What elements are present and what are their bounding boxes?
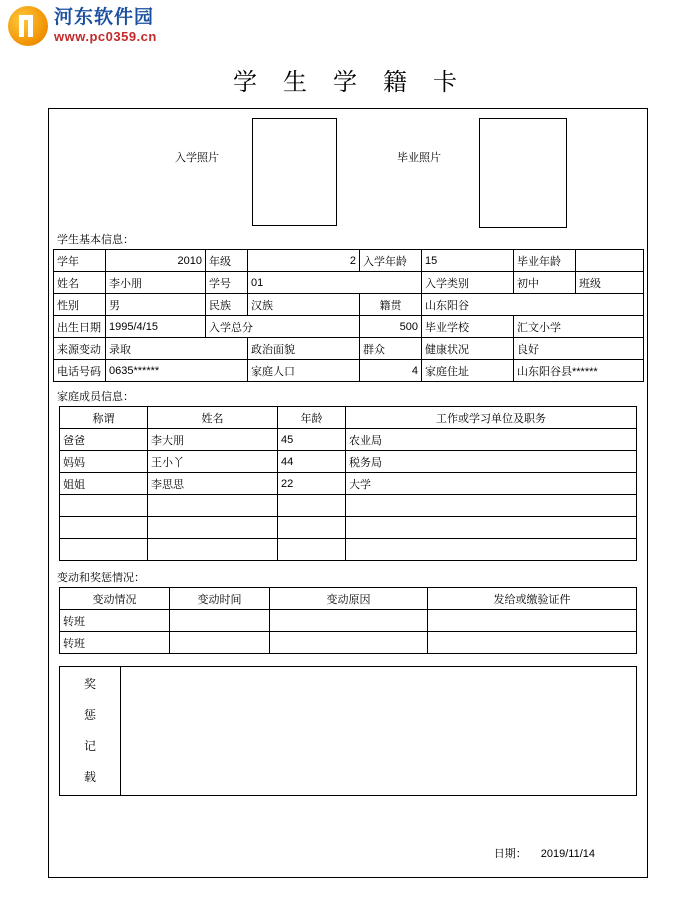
family-age[interactable]: 44: [278, 451, 346, 473]
award-label-char-2: 惩: [83, 708, 96, 722]
change-situation[interactable]: 转班: [60, 632, 170, 654]
origin-value[interactable]: 山东阳谷: [422, 294, 644, 316]
footer-date: [494, 845, 595, 861]
table-row: [60, 539, 637, 561]
award-label-char-3: 记: [83, 739, 96, 753]
award-content-area[interactable]: [121, 667, 637, 796]
family-work[interactable]: 农业局: [346, 429, 637, 451]
phone-value[interactable]: 0635******: [106, 360, 248, 382]
graduation-photo-label: 毕业照片: [397, 152, 441, 164]
change-header-time: 变动时间: [170, 588, 270, 610]
entry-age-value[interactable]: 15: [422, 250, 514, 272]
family-header-work: 工作或学习单位及职务: [346, 407, 637, 429]
watermark-site-name: 河东软件园: [54, 7, 155, 28]
health-label: 健康状况: [422, 338, 514, 360]
entry-photo-label: 入学照片: [175, 152, 219, 164]
family-members-table: [59, 406, 637, 561]
watermark-text: [54, 6, 157, 45]
source-change-label: 来源变动: [54, 338, 106, 360]
change-header-reason: 变动原因: [270, 588, 428, 610]
entry-type-value[interactable]: 初中: [514, 272, 576, 294]
entry-score-label: 入学总分: [206, 316, 360, 338]
phone-label: 电话号码: [54, 360, 106, 382]
political-status-value[interactable]: 群众: [360, 338, 422, 360]
name-value[interactable]: 李小朋: [106, 272, 206, 294]
family-name[interactable]: 王小丫: [148, 451, 278, 473]
basic-info-table: [53, 249, 644, 382]
family-size-label: 家庭人口: [248, 360, 360, 382]
entry-age-label: 入学年龄: [360, 250, 422, 272]
family-relation[interactable]: [60, 539, 148, 561]
change-document[interactable]: [428, 610, 637, 632]
table-row: [60, 473, 637, 495]
family-age[interactable]: [278, 539, 346, 561]
table-row: [54, 316, 644, 338]
watermark: [8, 6, 157, 46]
name-label: 姓名: [54, 272, 106, 294]
award-label-char-1: 奖: [83, 677, 96, 691]
family-relation[interactable]: [60, 495, 148, 517]
graduation-school-label: 毕业学校: [422, 316, 514, 338]
school-year-value[interactable]: 2010: [106, 250, 206, 272]
change-table: [59, 587, 637, 654]
health-value[interactable]: 良好: [514, 338, 644, 360]
table-row: [60, 429, 637, 451]
changes-section-label: 变动和奖惩情况：: [57, 572, 145, 584]
graduation-age-label: 毕业年龄: [514, 250, 576, 272]
date-label: 日期：: [493, 848, 527, 860]
watermark-site-url: www.pc0359.cn: [54, 29, 157, 44]
family-section-label: 家庭成员信息：: [57, 391, 134, 403]
source-change-value[interactable]: 录取: [106, 338, 248, 360]
table-row: [60, 667, 637, 796]
photo-row: [49, 109, 647, 231]
political-status-label: 政治面貌: [248, 338, 360, 360]
origin-label: 籍贯: [360, 294, 422, 316]
address-value[interactable]: 山东阳谷县******: [514, 360, 644, 382]
table-row: [60, 610, 637, 632]
date-value: 2019/11/14: [540, 848, 595, 860]
change-time[interactable]: [170, 632, 270, 654]
family-work[interactable]: 税务局: [346, 451, 637, 473]
change-reason[interactable]: [270, 632, 428, 654]
family-size-value[interactable]: 4: [360, 360, 422, 382]
family-header-age: 年龄: [278, 407, 346, 429]
circle-h-logo-icon: [8, 6, 48, 46]
family-name[interactable]: [148, 517, 278, 539]
page-title: 学 生 学 籍 卡: [233, 70, 467, 96]
birth-date-value[interactable]: 1995/4/15: [106, 316, 206, 338]
family-name[interactable]: 李大朋: [148, 429, 278, 451]
family-relation[interactable]: 姐姐: [60, 473, 148, 495]
family-age[interactable]: [278, 495, 346, 517]
family-work[interactable]: 大学: [346, 473, 637, 495]
nation-label: 民族: [206, 294, 248, 316]
change-header-document: 发给或缴验证件: [428, 588, 637, 610]
gender-value[interactable]: 男: [106, 294, 206, 316]
entry-type-label: 入学类别: [422, 272, 514, 294]
graduation-photo-box: [479, 118, 567, 228]
award-table: [59, 666, 637, 796]
table-header-row: [60, 407, 637, 429]
table-row: [54, 272, 644, 294]
family-age[interactable]: [278, 517, 346, 539]
award-label-char-4: 载: [83, 770, 96, 784]
table-row: [54, 294, 644, 316]
family-relation[interactable]: 爸爸: [60, 429, 148, 451]
family-name[interactable]: 李思思: [148, 473, 278, 495]
address-label: 家庭住址: [422, 360, 514, 382]
table-row: [60, 517, 637, 539]
family-name[interactable]: [148, 539, 278, 561]
award-label-cell: [60, 667, 121, 796]
table-row: [54, 360, 644, 382]
change-time[interactable]: [170, 610, 270, 632]
entry-photo-box: [252, 118, 337, 226]
table-row: [60, 632, 637, 654]
family-work[interactable]: [346, 539, 637, 561]
family-work[interactable]: [346, 495, 637, 517]
family-age[interactable]: 22: [278, 473, 346, 495]
table-row: [60, 495, 637, 517]
student-no-label: 学号: [206, 272, 248, 294]
table-row: [54, 250, 644, 272]
graduation-school-value[interactable]: 汇文小学: [514, 316, 644, 338]
change-reason[interactable]: [270, 610, 428, 632]
table-row: [60, 451, 637, 473]
table-header-row: [60, 588, 637, 610]
school-year-label: 学年: [54, 250, 106, 272]
family-header-relation: 称谓: [60, 407, 148, 429]
family-work[interactable]: [346, 517, 637, 539]
grade-value[interactable]: 2: [248, 250, 360, 272]
table-row: [54, 338, 644, 360]
family-age[interactable]: 45: [278, 429, 346, 451]
student-record-card: [48, 108, 648, 878]
family-header-name: 姓名: [148, 407, 278, 429]
family-relation[interactable]: [60, 517, 148, 539]
basic-info-section-label: 学生基本信息：: [57, 234, 134, 246]
student-no-value[interactable]: 01: [248, 272, 422, 294]
gender-label: 性别: [54, 294, 106, 316]
change-document[interactable]: [428, 632, 637, 654]
entry-score-value[interactable]: 500: [360, 316, 422, 338]
change-situation[interactable]: 转班: [60, 610, 170, 632]
family-name[interactable]: [148, 495, 278, 517]
nation-value[interactable]: 汉族: [248, 294, 360, 316]
change-header-situation: 变动情况: [60, 588, 170, 610]
grade-label: 年级: [206, 250, 248, 272]
graduation-age-value[interactable]: [576, 250, 644, 272]
class-label: 班级: [576, 272, 644, 294]
family-relation[interactable]: 妈妈: [60, 451, 148, 473]
award-record-block: [59, 666, 637, 796]
birth-date-label: 出生日期: [54, 316, 106, 338]
